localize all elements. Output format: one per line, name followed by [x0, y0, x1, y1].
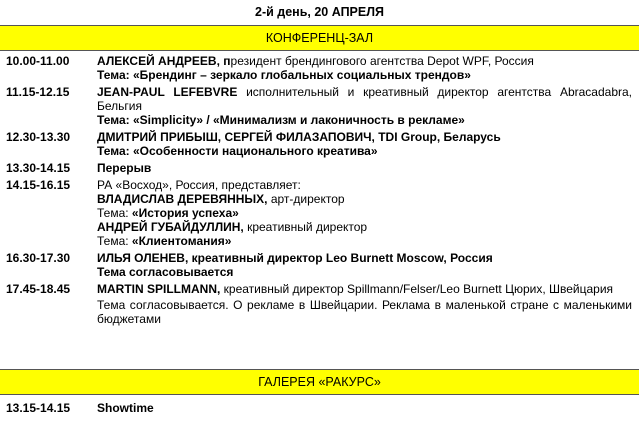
session-details	[97, 251, 632, 279]
schedule-row	[6, 54, 632, 82]
schedule-row	[6, 251, 632, 279]
session-topic: Тема: «Особенности национального креатива»	[97, 144, 378, 158]
session-topic: Тема согласовывается. О рекламе в Швейцарии. Реклама в маленькой стране с маленькими бюджетами	[97, 298, 632, 326]
section-band-conference	[0, 25, 639, 51]
time-slot: 10.00-11.00	[6, 54, 70, 68]
session-details	[97, 282, 632, 326]
session-title: Showtime	[97, 401, 154, 415]
time-slot: 13.15-14.15	[6, 401, 71, 415]
session-details	[97, 178, 632, 248]
speaker-line: АНДРЕЙ ГУБАЙДУЛЛИН, креативный директор	[97, 220, 368, 234]
speaker-line: JEAN-PAUL LEFEBVRE исполнительный и креативный директор агентства Abracadabra, Бельгия	[97, 85, 633, 113]
schedule-row	[6, 130, 632, 158]
session-topic: Тема: «Клиентомания»	[97, 234, 232, 248]
section-title-conference: КОНФЕРЕНЦ-ЗАЛ	[265, 31, 374, 45]
session-title: Перерыв	[97, 161, 152, 175]
schedule-row	[6, 85, 632, 127]
speaker-line: ВЛАДИСЛАВ ДЕРЕВЯННЫХ, арт-директор	[97, 192, 345, 206]
time-slot: 14.15-16.15	[6, 178, 71, 192]
speaker-line: ИЛЬЯ ОЛЕНЕВ, креативный директор Leo Burnett Moscow, Россия	[97, 251, 493, 265]
session-details	[97, 130, 632, 158]
time-slot: 16.30-17.30	[6, 251, 71, 265]
time-slot: 13.30-14.15	[6, 161, 71, 175]
section-band-gallery	[0, 369, 639, 395]
session-details	[97, 54, 632, 82]
session-topic: Тема: «Simplicity» / «Минимализм и лаконичность в рекламе»	[97, 113, 465, 127]
speaker-line: АЛЕКСЕЙ АНДРЕЕВ, президент брендингового агентства Depot WPF, Россия	[97, 54, 534, 68]
session-topic: Тема: «История успеха»	[97, 206, 239, 220]
schedule-row	[6, 401, 632, 415]
schedule-table-conference	[6, 54, 632, 326]
session-details	[97, 85, 632, 127]
schedule-row	[6, 282, 632, 326]
speaker-line: MARTIN SPILLMANN, креативный директор Spillmann/Felser/Leo Burnett Цюрих, Швейцария	[97, 282, 614, 296]
schedule-row	[6, 178, 632, 248]
speaker-line: ДМИТРИЙ ПРИБЫШ, СЕРГЕЙ ФИЛАЗАПОВИЧ, TDI Group, Беларусь	[97, 130, 501, 144]
time-slot: 11.15-12.15	[6, 85, 70, 99]
time-slot: 17.45-18.45	[6, 282, 71, 296]
session-topic: Тема: «Брендинг – зеркало глобальных социальных трендов»	[97, 68, 471, 82]
session-topic: Тема согласовывается	[97, 265, 234, 279]
schedule-table-gallery	[6, 401, 632, 415]
session-intro: РА «Восход», Россия, представляет:	[97, 178, 301, 192]
section-title-gallery: ГАЛЕРЕЯ «РАКУРС»	[258, 375, 381, 389]
schedule-row	[6, 161, 632, 175]
time-slot: 12.30-13.30	[6, 130, 71, 144]
day-title: 2-й день, 20 АПРЕЛЯ	[255, 5, 384, 19]
